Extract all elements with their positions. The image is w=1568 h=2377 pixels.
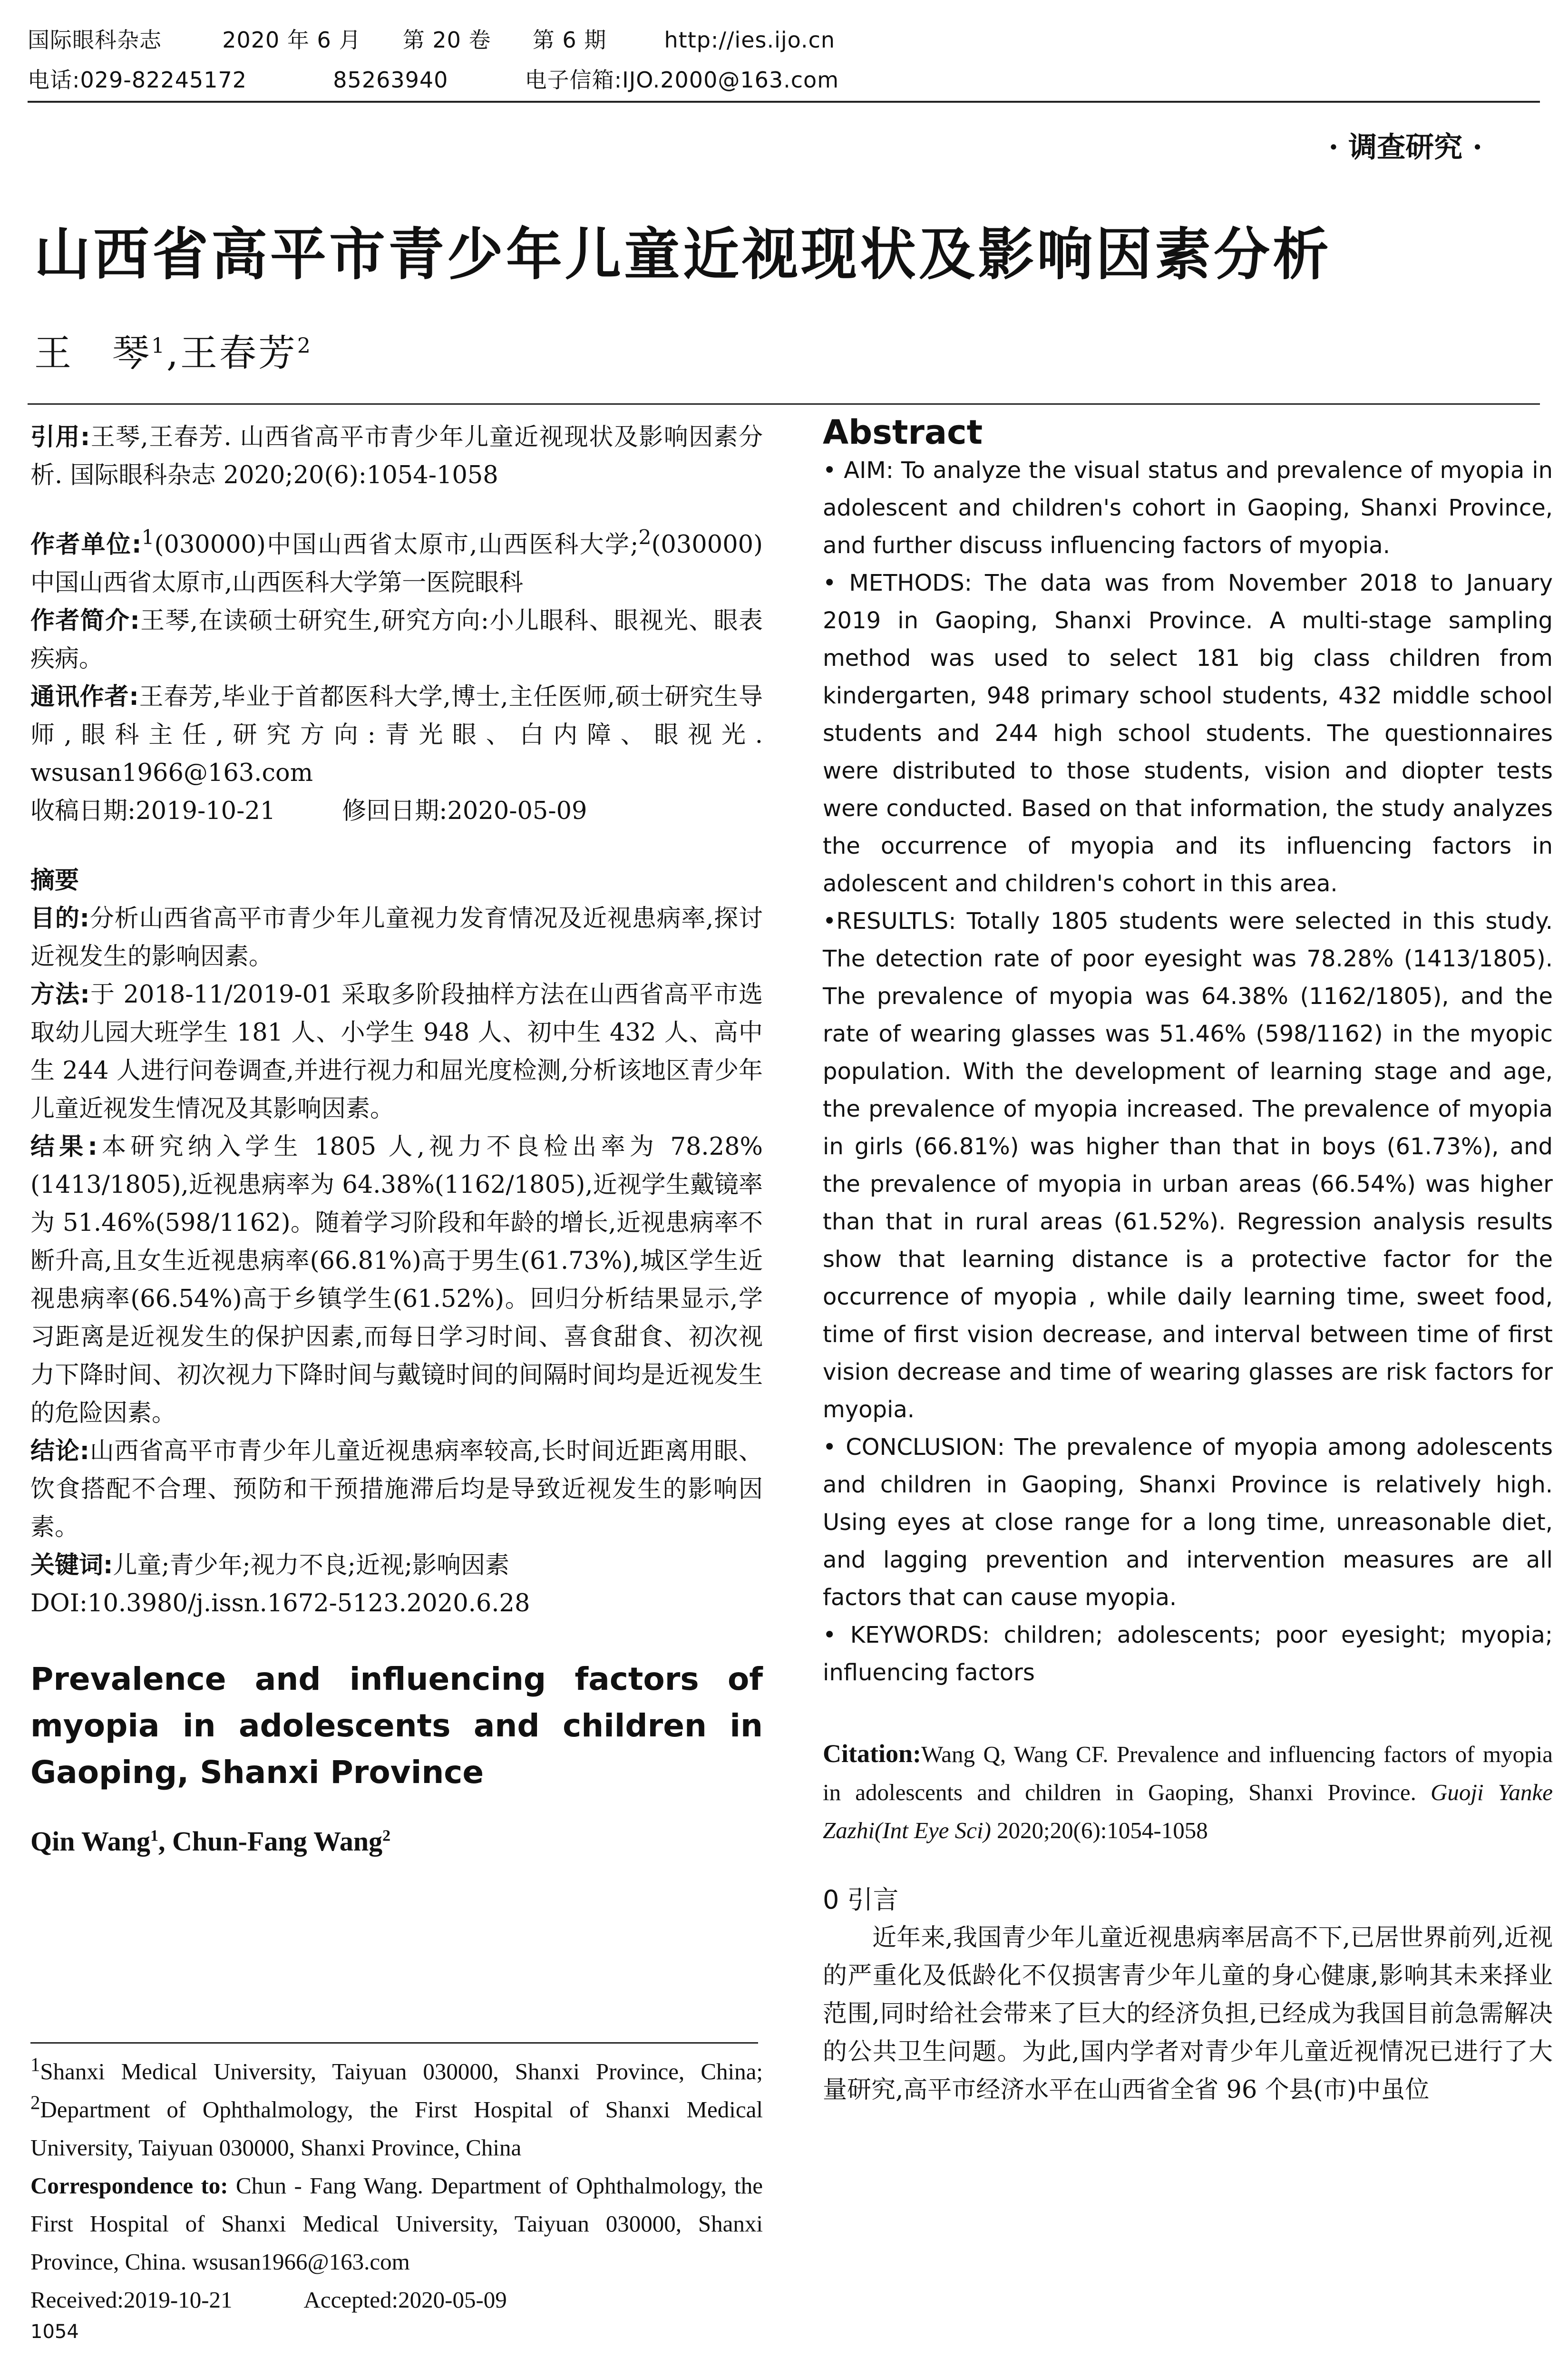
abstract-cn-results — [30, 1128, 763, 1432]
abstract-en-heading: Abstract — [823, 413, 983, 452]
english-author-1: Qin Wang — [30, 1826, 150, 1857]
author-2-sup: 2 — [297, 334, 312, 358]
affiliation-cn-label: 作者单位: — [30, 531, 142, 559]
corresponding-author — [30, 678, 763, 792]
english-correspondence-label: Correspondence to: — [30, 2172, 228, 2199]
abstract-cn-heading-text: 摘要 — [30, 867, 79, 895]
citation-en-journal: Guoji Yanke Zazhi(Int Eye Sci) — [823, 1779, 1553, 1843]
english-authors — [30, 1825, 763, 1857]
author-line — [34, 323, 312, 377]
left-column — [30, 419, 763, 1857]
results-text-en: Totally 1805 students were selected in this study. The detection rate of poor eyesight was 78.28% (1413/1805). The prevalence of myopia was 64.38% (1162/1805), and the rate of wearing glasses was 51.46% (598/1162) in the myopic population. With the development of learning stage and age, the prevalence of myopia increased. The prevalence of myopia in girls (66.81%) was higher than that in boys (61.73%), and the prevalence of myopia in urban areas (66.54%) was higher than that in rural areas (61.52%). Regression analysis results show that learning distance is a protective factor for the occurrence of myopia , while daily learning time, sweet food, time of first vision decrease, and interval between time of first vision decrease and time of wearing glasses are risk factors for myopia. — [823, 908, 1553, 1423]
citation-en-volume: 2020;20(6):1054-1058 — [991, 1817, 1208, 1843]
citation-cn-text: 王琴,王春芳. 山西省高平市青少年儿童近视现状及影响因素分析. 国际眼科杂志 2020;20(6):1054-1058 — [30, 423, 763, 489]
introduction-heading — [823, 1881, 1553, 1919]
objective-label: 目的: — [30, 905, 90, 933]
corresponding-author-label: 通讯作者: — [30, 683, 139, 711]
journal-url[interactable]: http://ies.ijo.cn — [664, 27, 836, 53]
english-author-2-sup: 2 — [382, 1827, 391, 1845]
keywords-cn — [30, 1547, 763, 1585]
doi[interactable]: DOI:10.3980/j.issn.1672-5123.2020.6.28 — [30, 1589, 530, 1617]
dates-cn — [30, 792, 763, 830]
author-1-sup: 1 — [151, 334, 167, 358]
corresponding-author-text: 王春芳,毕业于首都医科大学,博士,主任医师,硕士研究生导师,眼科主任,研究方向:青光眼、白内障、眼视光. wsusan1966@163.com — [30, 683, 763, 787]
citation-en-label: Citation: — [823, 1739, 921, 1768]
abstract-cn-conclusion — [30, 1432, 763, 1547]
affiliation-cn-sup2: 2 — [638, 526, 652, 549]
english-correspondence-text: Chun - Fang Wang. Department of Ophthalmology, the First Hospital of Shanxi Medical University, Taiyuan 030000, Shanxi Province, China. wsusan1966@163.com — [30, 2172, 763, 2275]
english-correspondence — [30, 2167, 763, 2281]
journal-name: 国际眼科杂志 — [28, 27, 162, 53]
received-date-cn: 收稿日期:2019-10-21 — [30, 797, 276, 825]
introduction-heading-text: 0 引言 — [823, 1885, 899, 1915]
revised-date-cn: 修回日期:2020-05-09 — [342, 797, 587, 825]
keywords-text-en: children; adolescents; poor eyesight; myopia; influencing factors — [823, 1622, 1553, 1686]
author-bio-label: 作者简介: — [30, 607, 140, 635]
methods-text-cn: 于 2018-11/2019-01 采取多阶段抽样方法在山西省高平市选取幼儿园大班学生 181 人、小学生 948 人、初中生 432 人、高中生 244 人进行问卷调查,并进行视力和屈光度检测,分析该地区青少年儿童近视发生情况及其影响因素。 — [30, 981, 763, 1123]
results-text-cn: 本研究纳入学生 1805 人,视力不良检出率为 78.28%(1413/1805),近视患病率为 64.38%(1162/1805),近视学生戴镜率为 51.46%(598/1162)。随着学习阶段和年龄的增长,近视患病率不断升高,且女生近视患病率(66.81%)高于男生(61.73%),城区学生近视患病率(66.54%)高于乡镇学生(61.52%)。回归分析结果显示,学习距离是近视发生的保护因素,而每日学习时间、喜食甜食、初次视力下降时间、初次视力下降时间与戴镜时间的间隔时间均是近视发生的危险因素。 — [30, 1133, 763, 1427]
aim-text: To analyze the visual status and prevalence of myopia in adolescent and children's cohort in Gaoping, Shanxi Province, and further discuss influencing factors of myopia. — [823, 457, 1553, 559]
english-affiliations-block — [30, 2053, 763, 2319]
english-aff-1-sup: 1 — [30, 2054, 40, 2075]
abstract-en-aim — [823, 452, 1553, 565]
section-tag: · 调查研究 · — [1328, 131, 1482, 164]
citation-cn — [30, 419, 763, 495]
conclusion-text-cn: 山西省高平市青少年儿童近视患病率较高,长时间近距离用眼、饮食搭配不合理、预防和干预措施滞后均是导致近视发生的影响因素。 — [30, 1437, 763, 1541]
citation-en-text: Wang Q, Wang CF. Prevalence and influencing factors of myopia in adolescents and children in Gaoping, Shanxi Province. — [823, 1741, 1553, 1805]
volume: 第 20 卷 — [402, 27, 491, 53]
issue-number: 第 6 期 — [532, 27, 607, 53]
conclusion-text-en: The prevalence of myopia among adolescents and children in Gaoping, Shanxi Province is relatively high. Using eyes at close range for a long time, unreasonable diet, and lagging prevention and intervention measures are all factors that can cause myopia. — [823, 1434, 1553, 1611]
running-header-line2 — [28, 63, 839, 94]
author-bio-text: 王琴,在读硕士研究生,研究方向:小儿眼科、眼视光、眼表疾病。 — [30, 607, 763, 673]
abstract-en-conclusion — [823, 1429, 1553, 1617]
english-aff-1: Shanxi Medical University, Taiyuan 030000, Shanxi Province, China; — [40, 2058, 763, 2085]
methods-text-en: The data was from November 2018 to January 2019 in Gaoping, Shanxi Province. A multi-stage sampling method was used to select 181 big class children from kindergarten, 948 primary school students, 432 middle school students and 244 high school students. The questionnaires were distributed to those students, vision and diopter tests were conducted. Based on that information, the study analyzes the occurrence of myopia and its influencing factors in adolescent and children's cohort in this area. — [823, 570, 1553, 897]
phone-2: 85263940 — [333, 67, 448, 93]
affiliation-cn-sup1: 1 — [141, 526, 155, 549]
author-separator: , — [166, 332, 180, 375]
methods-label-cn: 方法: — [30, 981, 90, 1009]
results-label-en: •RESULTLS: — [823, 908, 956, 935]
author-bio — [30, 602, 763, 678]
english-received: Received:2019-10-21 — [30, 2287, 233, 2313]
conclusion-label-en: • CONCLUSION: — [823, 1434, 1005, 1461]
author-2: 王春芳 — [180, 332, 297, 375]
abstract-cn-heading — [30, 862, 763, 900]
running-header-line1 — [28, 23, 835, 54]
abstract-en-keywords — [823, 1617, 1553, 1692]
affiliation-rule — [30, 2042, 758, 2044]
english-affiliations — [30, 2053, 763, 2167]
affiliation-cn-1: (030000)中国山西省太原市,山西医科大学; — [154, 531, 639, 559]
conclusion-label-cn: 结论: — [30, 1437, 90, 1465]
page-number: 1054 — [30, 2321, 79, 2343]
english-dates — [30, 2281, 763, 2319]
header-rule — [28, 101, 1540, 103]
english-aff-2: Department of Ophthalmology, the First Hospital of Shanxi Medical University, Taiyuan 030000, Shanxi Province, China — [30, 2096, 763, 2161]
affiliation-cn — [30, 526, 763, 602]
abstract-en-results — [823, 903, 1553, 1429]
phone: 电话:029-82245172 — [28, 67, 247, 93]
citation-cn-label: 引用: — [30, 423, 90, 451]
aim-label: • AIM: — [823, 457, 894, 484]
english-author-2: Chun-Fang Wang — [172, 1826, 383, 1857]
page-title: 山西省高平市青少年儿童近视现状及影响因素分析 — [34, 221, 1332, 287]
abstract-cn-objective — [30, 900, 763, 976]
methods-label-en: • METHODS: — [823, 570, 972, 596]
right-column — [823, 413, 1553, 2109]
introduction-paragraph: 近年来,我国青少年儿童近视患病率居高不下,已居世界前列,近视的严重化及低龄化不仅损害青少年儿童的身心健康,影响其未来择业范围,同时给社会带来了巨大的经济负担,已经成为我国目前急需解决的公共卫生问题。为此,国内学者对青少年儿童近视情况已进行了大量研究,高平市经济水平在山西省全省 96 个县(市)中虽位 — [823, 1924, 1553, 2104]
affiliation-cn-2: (030000)中国山西省太原市,山西医科大学第一医院眼科 — [30, 531, 763, 597]
title-rule — [28, 403, 1540, 405]
english-accepted: Accepted:2020-05-09 — [303, 2287, 507, 2313]
english-title: Prevalence and influencing factors of myopia in adolescents and children in Gaoping, Shanxi Province — [30, 1661, 763, 1791]
keywords-label-en: • KEYWORDS: — [823, 1622, 990, 1648]
english-author-separator: , — [158, 1826, 172, 1857]
english-aff-2-sup: 2 — [30, 2092, 40, 2114]
author-1: 王 琴 — [34, 332, 152, 375]
journal-email[interactable]: 电子信箱:IJO.2000@163.com — [525, 67, 839, 93]
abstract-en-methods — [823, 565, 1553, 903]
english-author-1-sup: 1 — [150, 1827, 158, 1845]
objective-text: 分析山西省高平市青少年儿童视力发育情况及近视患病率,探讨近视发生的影响因素。 — [30, 905, 763, 971]
keywords-label-cn: 关键词: — [30, 1551, 113, 1579]
abstract-cn-methods — [30, 976, 763, 1128]
citation-en — [823, 1734, 1553, 1850]
keywords-text-cn: 儿童;青少年;视力不良;近视;影响因素 — [113, 1551, 510, 1579]
issue-date: 2020 年 6 月 — [222, 27, 361, 53]
results-label-cn: 结果: — [30, 1133, 97, 1161]
